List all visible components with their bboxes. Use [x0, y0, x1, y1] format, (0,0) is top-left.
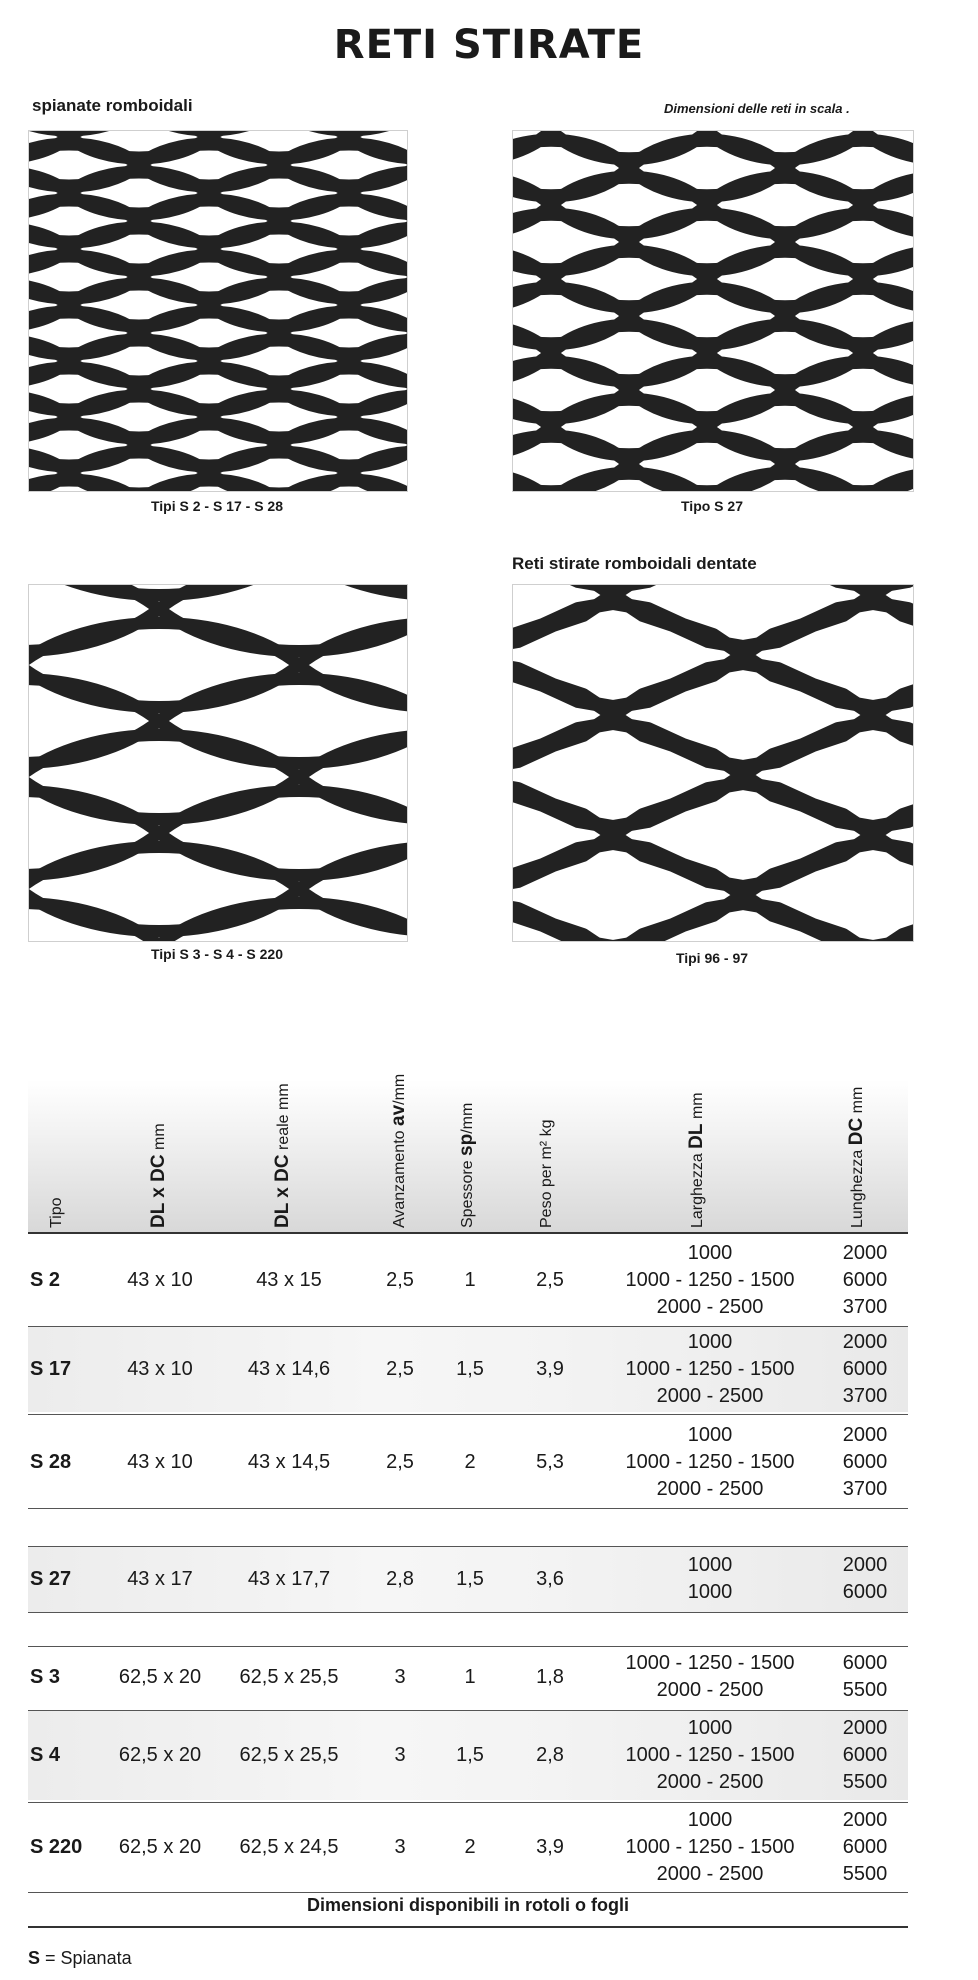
cell-reale: 62,5 x 24,5 [239, 1836, 339, 1858]
footer-rule-bottom [28, 1926, 908, 1928]
cell-av: 2,5 [386, 1358, 414, 1380]
cell-av: 2,5 [386, 1269, 414, 1291]
cell-sp: 1,5 [456, 1358, 484, 1380]
row-divider [28, 1508, 908, 1509]
cell-lunghezza [820, 1329, 910, 1410]
cell-larghezza [590, 1240, 830, 1321]
cell-peso: 2,5 [536, 1269, 564, 1291]
cell-peso: 3,9 [536, 1836, 564, 1858]
lunghezza-value: 6000 [842, 1652, 888, 1674]
panel-caption: Tipi 96 - 97 [675, 950, 749, 966]
cell-reale: 62,5 x 25,5 [239, 1666, 339, 1688]
larghezza-value: 1000 [687, 1554, 733, 1576]
larghezza-value: 1000 - 1250 - 1500 [625, 1357, 795, 1380]
header-spessore [458, 1080, 482, 1228]
cell-dldc: 43 x 10 [127, 1451, 193, 1473]
cell-tipo: S 17 [30, 1358, 72, 1380]
mesh-image-s27 [512, 130, 914, 492]
header-dldc-bold: DL x DC [148, 1154, 169, 1228]
header-larg-unit: mm [689, 1092, 706, 1124]
cell-tipo: S 27 [30, 1568, 72, 1590]
header-dldc-reale [274, 1080, 298, 1228]
mesh-graphic [29, 131, 407, 491]
lunghezza-value: 3700 [842, 1477, 888, 1500]
panel-caption: Tipi S 3 - S 4 - S 220 [150, 946, 283, 962]
header-av-unit: /mm [391, 1073, 408, 1105]
lunghezza-value: 2000 [842, 1554, 888, 1576]
cell-peso: 2,8 [536, 1744, 564, 1766]
larghezza-value: 1000 - 1250 - 1500 [625, 1450, 795, 1473]
cell-lunghezza [820, 1422, 910, 1503]
lunghezza-value: 5500 [842, 1770, 888, 1793]
header-lung-pre: Lunghezza [849, 1145, 866, 1228]
cell-reale: 43 x 14,5 [247, 1451, 331, 1473]
cell-reale: 43 x 14,6 [247, 1358, 331, 1380]
cell-dldc: 43 x 10 [127, 1358, 193, 1380]
cell-lunghezza [820, 1552, 910, 1606]
larghezza-value: 1000 [687, 1241, 733, 1264]
cell-larghezza [590, 1329, 830, 1410]
lunghezza-value: 5500 [842, 1862, 888, 1885]
cell-dldc: 62,5 x 20 [118, 1666, 202, 1688]
lunghezza-value: 2000 [842, 1423, 888, 1446]
larghezza-value: 1000 - 1250 - 1500 [625, 1835, 795, 1858]
larghezza-value: 1000 [687, 1716, 733, 1739]
lunghezza-value: 2000 [842, 1808, 888, 1831]
cell-sp: 2 [464, 1451, 476, 1473]
cell-dldc: 62,5 x 20 [118, 1744, 202, 1766]
mesh-graphic [29, 585, 407, 941]
mesh-image-s3-s4-s220 [28, 584, 408, 942]
row-divider [28, 1414, 908, 1415]
footer-rule-top [28, 1892, 908, 1893]
cell-peso: 3,9 [536, 1358, 564, 1380]
cell-tipo: S 4 [30, 1744, 61, 1766]
larghezza-value: 2000 - 2500 [656, 1862, 764, 1885]
lunghezza-value: 3700 [842, 1295, 888, 1318]
section-heading-spianate: spianate romboidali [32, 96, 193, 115]
lunghezza-value: 6000 [842, 1743, 888, 1766]
lunghezza-value: 2000 [842, 1241, 888, 1264]
cell-lunghezza [820, 1715, 910, 1796]
larghezza-value: 2000 - 2500 [656, 1477, 764, 1500]
cell-tipo: S 220 [30, 1836, 83, 1858]
cell-reale: 43 x 17,7 [247, 1568, 331, 1590]
cell-larghezza [590, 1807, 830, 1888]
header-lunghezza [848, 1080, 872, 1228]
larghezza-value: 1000 - 1250 - 1500 [625, 1743, 795, 1766]
header-tipo-label: Tipo [48, 1197, 65, 1228]
mesh-image-96-97 [512, 584, 914, 942]
header-avanzamento [388, 1073, 414, 1228]
header-sp-bold: sp [456, 1133, 477, 1156]
lunghezza-value: 6000 [842, 1581, 888, 1603]
cell-lunghezza [820, 1650, 910, 1704]
header-larghezza [688, 1080, 712, 1228]
header-reale-unit: reale mm [275, 1083, 292, 1155]
header-dldc-unit: mm [151, 1123, 168, 1155]
cell-peso: 1,8 [536, 1666, 564, 1688]
scale-note: Dimensioni delle reti in scala . [664, 101, 850, 116]
lunghezza-value: 2000 [842, 1330, 888, 1353]
cell-peso: 3,6 [536, 1568, 564, 1590]
cell-av: 3 [394, 1744, 406, 1766]
section-heading-dentate: Reti stirate romboidali dentate [512, 554, 757, 573]
cell-av: 3 [394, 1836, 406, 1858]
lunghezza-value: 6000 [842, 1835, 888, 1858]
page-title: RETI STIRATE [333, 22, 645, 68]
cell-sp: 2 [464, 1836, 476, 1858]
cell-tipo: S 2 [30, 1269, 61, 1291]
mesh-image-s2-s17-s28 [28, 130, 408, 492]
cell-lunghezza [820, 1807, 910, 1888]
larghezza-value: 1000 [687, 1581, 733, 1603]
cell-reale: 43 x 15 [256, 1269, 322, 1291]
lunghezza-value: 5500 [842, 1679, 888, 1701]
header-peso-label: Peso per m² kg [538, 1119, 555, 1228]
header-larg-pre: Larghezza [689, 1148, 706, 1228]
cell-dldc: 62,5 x 20 [118, 1836, 202, 1858]
cell-larghezza [590, 1552, 830, 1606]
lunghezza-value: 3700 [842, 1384, 888, 1407]
cell-dldc: 43 x 17 [127, 1568, 193, 1590]
cell-reale: 62,5 x 25,5 [239, 1744, 339, 1766]
mesh-graphic [513, 131, 913, 491]
mesh-graphic [513, 585, 913, 941]
row-divider [28, 1326, 908, 1327]
cell-lunghezza [820, 1240, 910, 1321]
header-av-bold: av [388, 1104, 409, 1126]
lunghezza-value: 6000 [842, 1268, 888, 1291]
cell-sp: 1,5 [456, 1568, 484, 1590]
cell-tipo: S 3 [30, 1666, 61, 1688]
legend-key: S [28, 1948, 41, 1968]
cell-larghezza [590, 1715, 830, 1796]
row-divider [28, 1546, 908, 1547]
cell-sp: 1,5 [456, 1744, 484, 1766]
lunghezza-value: 2000 [842, 1716, 888, 1739]
lunghezza-value: 6000 [842, 1357, 888, 1380]
row-divider [28, 1802, 908, 1803]
larghezza-value: 1000 [687, 1330, 733, 1353]
header-lung-unit: mm [849, 1086, 866, 1118]
cell-peso: 5,3 [536, 1451, 564, 1473]
larghezza-value: 2000 - 2500 [656, 1679, 764, 1701]
larghezza-value: 1000 - 1250 - 1500 [625, 1652, 795, 1674]
header-dldc [150, 1080, 174, 1228]
cell-av: 2,5 [386, 1451, 414, 1473]
header-sp-pre: Spessore [459, 1155, 476, 1228]
cell-larghezza [590, 1422, 830, 1503]
cell-sp: 1 [464, 1666, 476, 1688]
row-divider [28, 1612, 908, 1613]
larghezza-value: 1000 - 1250 - 1500 [625, 1268, 795, 1291]
row-divider [28, 1646, 908, 1647]
header-rule [28, 1232, 908, 1234]
cell-av: 2,8 [386, 1568, 414, 1590]
cell-dldc: 43 x 10 [127, 1269, 193, 1291]
larghezza-value: 2000 - 2500 [656, 1295, 764, 1318]
cell-tipo: S 28 [30, 1451, 72, 1473]
larghezza-value: 1000 [687, 1808, 733, 1831]
cell-larghezza [590, 1650, 830, 1704]
panel-caption: Tipo S 27 [681, 498, 743, 514]
larghezza-value: 1000 [687, 1423, 733, 1446]
header-larg-bold: DL [686, 1123, 707, 1149]
larghezza-value: 2000 - 2500 [656, 1384, 764, 1407]
panel-caption: Tipi S 2 - S 17 - S 28 [150, 498, 283, 514]
lunghezza-value: 6000 [842, 1450, 888, 1473]
header-tipo [46, 1080, 70, 1228]
header-sp-unit: /mm [459, 1102, 476, 1134]
row-divider [28, 1710, 908, 1711]
availability-note: Dimensioni disponibili in rotoli o fogli [307, 1895, 629, 1915]
header-av-pre: Avanzamento [391, 1126, 408, 1228]
header-reale-bold: DL x DC [272, 1154, 293, 1228]
legend-value: = Spianata [40, 1948, 132, 1968]
larghezza-value: 2000 - 2500 [656, 1770, 764, 1793]
header-lung-bold: DC [846, 1117, 867, 1146]
header-peso [536, 1080, 560, 1228]
legend [28, 1948, 132, 1969]
cell-sp: 1 [464, 1269, 476, 1291]
cell-av: 3 [394, 1666, 406, 1688]
